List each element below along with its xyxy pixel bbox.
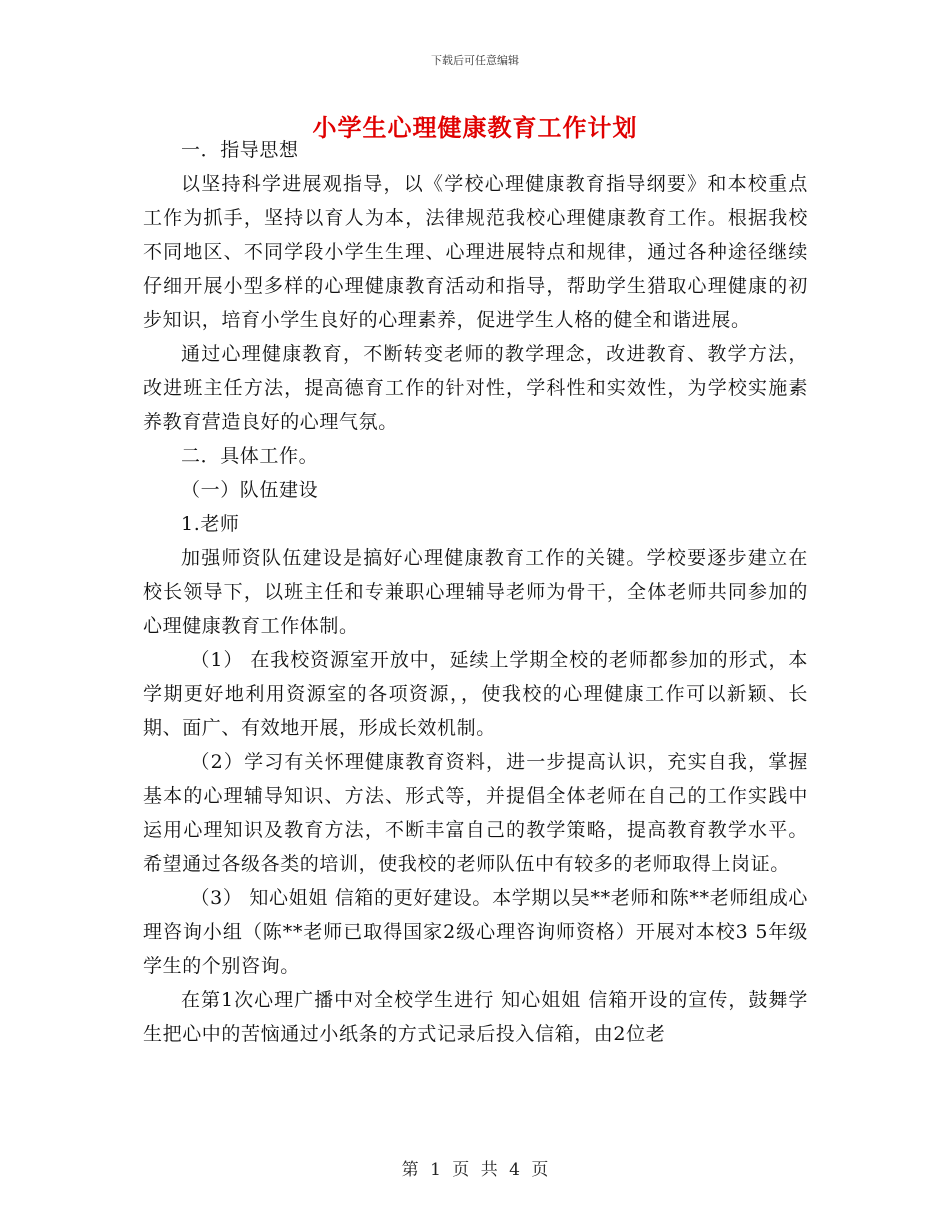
page-number: 第 1 页 共 4 页 bbox=[401, 1160, 549, 1180]
paragraph: 加强师资队伍建设是搞好心理健康教育工作的关键。学校要逐步建立在校长领导下，以班主任和专兼职心理辅导老师为骨干，全体老师共同参加的心理健康教育工作体制。 bbox=[143, 547, 808, 637]
item-heading-teachers: 1.老师 bbox=[181, 513, 240, 535]
subsection-heading-team-building: （一）队伍建设 bbox=[181, 479, 319, 501]
document-body bbox=[143, 133, 808, 1051]
paragraph: 通过心理健康教育，不断转变老师的教学理念，改进教育、教学方法，改进班主任方法，提高德育工作的针对性，学科性和实效性，为学校实施素养教育营造良好的心理气氛。 bbox=[143, 343, 808, 433]
list-item-3: （3） 知心姐姐 信箱的更好建设。本学期以吴**老师和陈**老师组成心理咨询小组（陈**老师已取得国家2级心理咨询师资格）开展对本校3 5年级学生的个别咨询。 bbox=[143, 887, 808, 977]
paragraph: 在第1次心理广播中对全校学生进行 知心姐姐 信箱开设的宣传，鼓舞学生把心中的苦恼通过小纸条的方式记录后投入信箱，由2位老 bbox=[143, 989, 808, 1045]
section-heading-guiding-ideology: 一．指导思想 bbox=[181, 139, 299, 161]
list-item-1: （1） 在我校资源室开放中，延续上学期全校的老师都参加的形式，本学期更好地利用资源室的各项资源，，使我校的心理健康工作可以新颖、长期、面广、有效地开展，形成长效机制。 bbox=[143, 649, 808, 739]
document-title: 小学生心理健康教育工作计划 bbox=[312, 114, 638, 142]
paragraph: 以坚持科学进展观指导，以《学校心理健康教育指导纲要》和本校重点工作为抓手，坚持以育人为本，法律规范我校心理健康教育工作。根据我校不同地区、不同学段小学生生理、心理进展特点和规律，通过各种途径继续仔细开展小型多样的心理健康教育活动和指导，帮助学生猎取心理健康的初步知识，培育小学生良好的心理素养，促进学生人格的健全和谐进展。 bbox=[143, 173, 808, 331]
list-item-2: （2）学习有关怀理健康教育资料，进一步提高认识，充实自我，掌握基本的心理辅导知识、方法、形式等，并提倡全体老师在自己的工作实践中运用心理知识及教育方法，不断丰富自己的教学策略，提高教育教学水平。希望通过各级各类的培训，使我校的老师队伍中有较多的老师取得上岗证。 bbox=[143, 751, 808, 875]
header-note: 下载后可任意编辑 bbox=[431, 54, 519, 67]
section-heading-specific-work: 二．具体工作。 bbox=[181, 445, 319, 467]
